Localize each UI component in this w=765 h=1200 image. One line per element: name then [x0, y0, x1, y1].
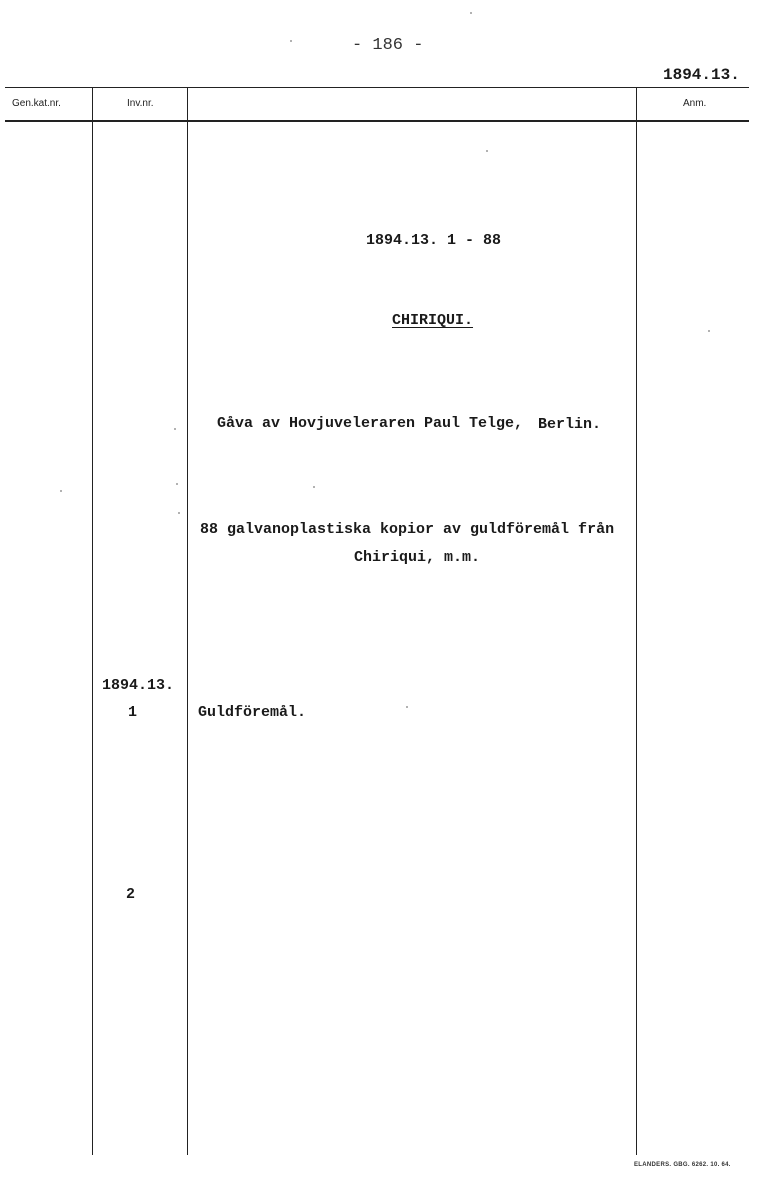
entry-donor-city: Berlin.	[538, 416, 602, 433]
entry-donor-line: Gåva av Hovjuveleraren Paul Telge,	[217, 415, 524, 432]
scan-speck	[406, 706, 408, 708]
page-number: - 186 -	[352, 36, 424, 55]
scan-speck	[313, 486, 315, 488]
scan-speck	[174, 428, 176, 430]
printer-mark: ELANDERS. GBG. 6262. 10. 64.	[634, 1162, 731, 1168]
item-number: 1	[128, 704, 138, 721]
scan-speck	[178, 512, 180, 514]
header-bottom-rule	[5, 120, 749, 122]
catalog-id: 1894.13.	[663, 66, 740, 84]
column-divider-3	[636, 88, 637, 1155]
scan-speck	[470, 12, 472, 14]
scan-speck	[486, 150, 488, 152]
entry-region: CHIRIQUI.	[392, 312, 474, 329]
header-top-rule	[5, 87, 749, 88]
scan-speck	[176, 483, 178, 485]
column-header-inv-nr: Inv.nr.	[127, 98, 154, 109]
column-divider-2	[187, 88, 188, 1155]
column-header-anm: Anm.	[683, 98, 707, 109]
scan-speck	[708, 330, 710, 332]
entry-description-line-2: Chiriqui, m.m.	[354, 549, 481, 566]
column-header-gen-kat-nr: Gen.kat.nr.	[12, 98, 61, 109]
scan-speck	[60, 490, 62, 492]
entry-range: 1894.13. 1 - 88	[366, 232, 502, 249]
item-inv-prefix: 1894.13.	[102, 677, 175, 694]
column-divider-1	[92, 88, 93, 1155]
item-number: 2	[126, 886, 136, 903]
item-description: Guldföremål.	[198, 704, 307, 721]
entry-description-line-1: 88 galvanoplastiska kopior av guldföremål från	[200, 521, 615, 538]
scan-speck	[290, 40, 292, 42]
